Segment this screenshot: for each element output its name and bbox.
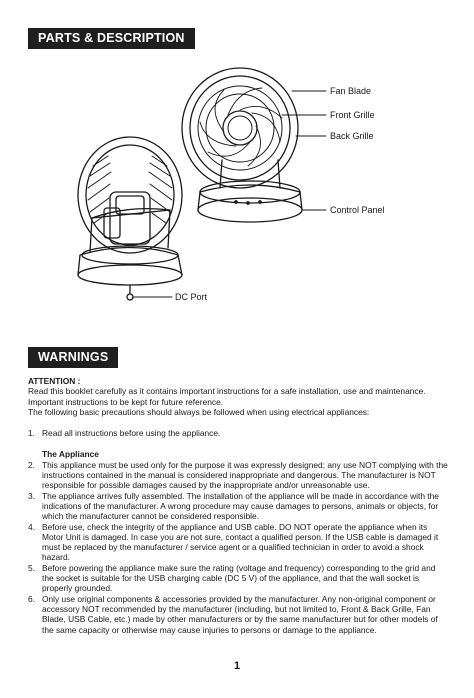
item-number: 1. [28, 428, 35, 439]
item-number: 6. [28, 593, 35, 604]
warning-item [28, 594, 448, 635]
warning-item [28, 522, 448, 563]
item-text: The appliance arrives fully assembled. The installation of the appliance will be made in accordance with the indications of the manufacturer. A wrong procedure may cause damages to persons, animals or objects, for which the manufacturer cannot be considered responsible. [42, 490, 439, 522]
item-number: 2. [28, 459, 35, 470]
intro-precautions: The following basic precautions should always be followed when using electrical appliances: [28, 406, 370, 417]
front-view-fan [182, 68, 302, 222]
warning-item [28, 563, 448, 594]
warnings-heading: WARNINGS [28, 347, 118, 368]
warnings-section [28, 376, 448, 635]
page-number: 1 [233, 660, 241, 672]
parts-description-heading: PARTS & DESCRIPTION [28, 28, 195, 49]
callout-back-grille: Back Grille [330, 131, 374, 141]
attention-label: ATTENTION : [28, 376, 81, 386]
item-text: Before use, check the integrity of the appliance and USB cable. DO NOT operate the appliance when its Motor Unit is damaged. In case you are not sure, contact a qualified person. If the USB cable is damaged it must be replaced by the manufacturer / service agent or a qualified technician in order to avoid a shock hazard. [42, 521, 439, 563]
item-number: 4. [28, 521, 35, 532]
item-text: This appliance must be used only for the purpose it was expressly designed; any use NOT complying with the instructions contained in the manual is considered inappropriate and dangerous. The manufacturer is NOT responsible for possible damages caused by the inappropriate and/or unreasonable use. [42, 459, 448, 491]
warning-item [28, 428, 448, 438]
fan-illustration [0, 60, 474, 330]
item-text: Only use original components & accessories provided by the manufacturer. Any non-original component or accessory NOT recommended by the manufacturer (including, but not limited to, Front & Back Grille, Fan Blade, USB Cable, etc.) made by other manufacturers or by the same manufacturer but for other models of the same capacity or otherwise may cause injuries to persons or damage to the appliance. [42, 593, 438, 635]
warning-item [28, 491, 448, 522]
back-view-fan [78, 137, 182, 300]
callout-dc-port: DC Port [175, 292, 208, 302]
item-text: Before powering the appliance make sure the rating (voltage and frequency) corresponding to the grid and the socket is suitable for the USB charging cable (DC 5 V) of the appliance, and that the wall socket is properly grounded. [42, 562, 436, 594]
item-number: 5. [28, 562, 35, 573]
intro-paragraph: Read this booklet carefully as it contains important instructions for a safe installation, use and maintenance. Important instructions to be kept for future reference. [28, 386, 426, 407]
callout-front-grille: Front Grille [330, 110, 375, 120]
subheading-the-appliance: The Appliance [42, 449, 99, 460]
warning-item [28, 460, 448, 491]
item-text: Read all instructions before using the appliance. [42, 428, 221, 439]
callout-control-panel: Control Panel [330, 205, 385, 215]
callout-fan-blade: Fan Blade [330, 86, 372, 96]
item-number: 3. [28, 490, 35, 501]
